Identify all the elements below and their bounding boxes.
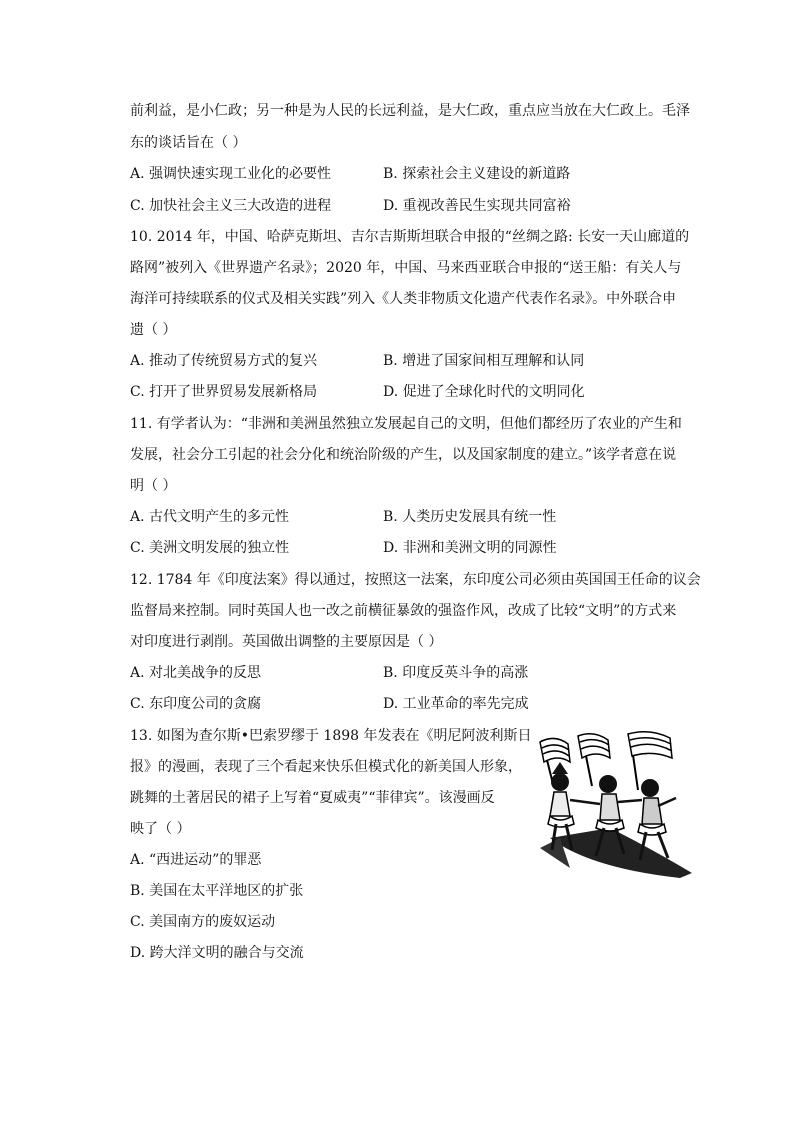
q9-option-c[interactable]: C. 加快社会主义三大改造的进程 — [130, 198, 332, 214]
q12-option-b[interactable]: B. 印度反英斗争的高涨 — [383, 665, 529, 681]
q10-option-b[interactable]: B. 增进了国家间相互理解和认同 — [383, 353, 585, 369]
q10-option-d[interactable]: D. 促进了全球化时代的文明同化 — [383, 384, 585, 400]
q11-option-d[interactable]: D. 非洲和美洲文明的同源性 — [383, 540, 557, 556]
q13-stem-line: 报》的漫画，表现了三个看起来快乐但模式化的新美国人形象， — [130, 759, 522, 775]
q13-stem-line: 映了（ ） — [130, 821, 191, 837]
q10-option-a[interactable]: A. 推动了传统贸易方式的复兴 — [130, 353, 318, 369]
dancing-figures-cartoon — [530, 728, 692, 880]
q11-stem-line: 发展，社会分工引起的社会分化和统治阶级的产生，以及国家制度的建立。”该学者意在说 — [130, 447, 677, 463]
q10-stem-line: 10. 2014 年，中国、哈萨克斯坦、吉尔吉斯斯坦联合申报的“丝绸之路: 长安一天山廊道的 — [130, 229, 690, 245]
q12-stem-line: 监督局来控制。同时英国人也一改之前横征暴敛的强盗作风，改成了比较“文明”的方式来 — [130, 603, 677, 619]
q9-stem-line: 前利益，是小仁政；另一种是为人民的长远利益，是大仁政，重点应当放在大仁政上。毛泽 — [130, 103, 690, 119]
q11-stem-line: 明（ ） — [130, 478, 177, 494]
q12-stem-line: 对印度进行剥削。英国做出调整的主要原因是（ ） — [130, 634, 443, 650]
q11-option-c[interactable]: C. 美洲文明发展的独立性 — [130, 540, 290, 556]
q10-option-c[interactable]: C. 打开了世界贸易发展新格局 — [130, 384, 318, 400]
q9-option-b[interactable]: B. 探索社会主义建设的新道路 — [383, 166, 571, 182]
q11-option-b[interactable]: B. 人类历史发展具有统一性 — [383, 509, 557, 525]
q13-stem-line: 13. 如图为查尔斯•巴索罗缪于 1898 年发表在《明尼阿波利斯日 — [130, 728, 532, 744]
q13-option-a[interactable]: A. “西进运动”的罪恶 — [130, 852, 262, 868]
q10-stem-line: 遗（ ） — [130, 322, 177, 338]
q12-option-a[interactable]: A. 对北美战争的反思 — [130, 665, 262, 681]
q11-stem-line: 11. 有学者认为：“非洲和美洲虽然独立发展起自己的文明，但他们都经历了农业的产生和 — [130, 416, 682, 432]
q10-stem-line: 海洋可持续联系的仪式及相关实践”列入《人类非物质文化遗产代表作名录》。中外联合申 — [130, 291, 677, 307]
q11-option-a[interactable]: A. 古代文明产生的多元性 — [130, 509, 290, 525]
q9-option-a[interactable]: A. 强调快速实现工业化的必要性 — [130, 166, 332, 182]
q10-stem-line: 路网”被列入《世界遗产名录》；2020 年，中国、马来西亚联合申报的“送王船：有关人与 — [130, 260, 682, 276]
q9-stem-line: 东的谈话旨在（ ） — [130, 135, 247, 151]
q12-option-c[interactable]: C. 东印度公司的贪腐 — [130, 696, 262, 712]
q12-stem-line: 12. 1784 年《印度法案》得以通过，按照这一法案，东印度公司必须由英国国王任命的议会 — [130, 572, 701, 588]
q13-option-d[interactable]: D. 跨大洋文明的融合与交流 — [130, 945, 304, 961]
q13-option-c[interactable]: C. 美国南方的废奴运动 — [130, 914, 276, 930]
q9-option-d[interactable]: D. 重视改善民生实现共同富裕 — [383, 198, 571, 214]
q13-option-b[interactable]: B. 美国在太平洋地区的扩张 — [130, 883, 304, 899]
q13-stem-line: 跳舞的土著居民的裙子上写着“夏威夷”“菲律宾”。该漫画反 — [130, 790, 495, 806]
q12-option-d[interactable]: D. 工业革命的率先完成 — [383, 696, 529, 712]
